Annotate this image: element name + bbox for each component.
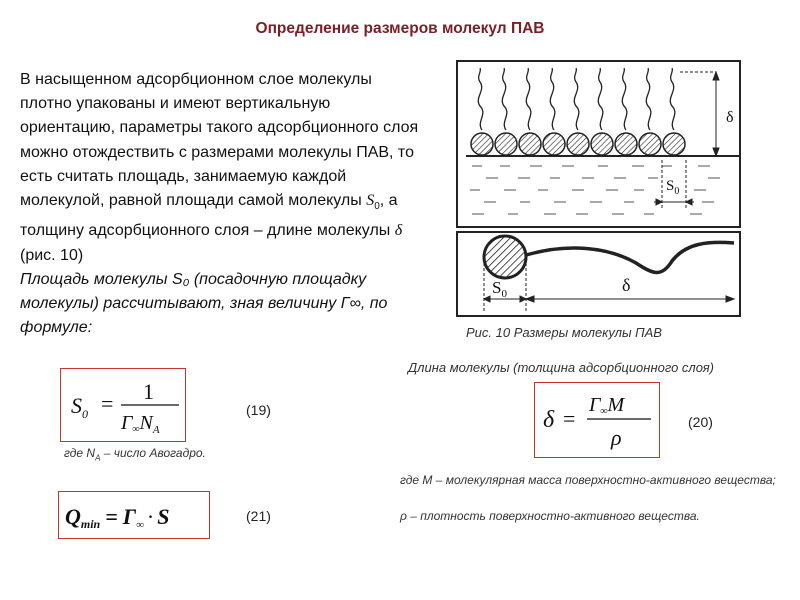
formula-20-number: (20)	[688, 414, 713, 430]
delta-label-fig1: δ	[726, 109, 734, 126]
s0-label-fig2: $S_0$	[492, 278, 507, 300]
formula-19-eq: =	[101, 391, 114, 416]
adsorption-layer-figure	[456, 60, 741, 228]
avogadro-note: где $N_A$ – число Авогадро.	[64, 446, 206, 463]
molecule-diagram	[458, 233, 739, 315]
paragraph-after-delta: (рис. 10)	[20, 246, 84, 264]
molecule-head	[484, 236, 526, 278]
s0-label-fig1: $S_0$	[666, 178, 680, 197]
figure-caption: Рис. 10 Размеры молекулы ПАВ	[466, 325, 662, 340]
formula-21-box	[58, 491, 210, 539]
body-text	[20, 68, 420, 340]
molar-mass-note: где M – молекулярная масса поверхностно-активного вещества;	[400, 473, 776, 487]
formula-20-box	[534, 382, 660, 458]
formula-21-number: (21)	[246, 508, 271, 524]
formula-19-denominator: $Г\infty N_A$	[121, 412, 160, 436]
delta-label-fig2: δ	[622, 275, 631, 295]
italic-paragraph: Площадь молекулы S₀ (посадочную площадку молекулы) рассчитывают, зная величину Г∞, по формуле:	[20, 270, 388, 337]
formula-20-lhs: δ	[543, 407, 555, 433]
formula-20	[535, 383, 659, 457]
hydrocarbon-tails	[478, 68, 675, 130]
delta-symbol: δ	[394, 222, 403, 240]
formula-19-numerator: 1	[143, 379, 154, 404]
adsorption-layer-diagram	[458, 62, 739, 226]
formula-20-eq: =	[563, 406, 576, 431]
formula-19-box	[60, 368, 186, 442]
formula-20-numerator: Г∞M	[589, 394, 625, 417]
paragraph-after-s0: , а толщину адсорбционного слоя – длине молекулы	[20, 192, 398, 240]
formula-21	[59, 492, 209, 538]
formula-20-denominator: ρ	[611, 425, 622, 450]
formula-19-number: (19)	[246, 402, 271, 418]
page-title: Определение размеров молекул ПАВ	[255, 20, 545, 37]
formula-21-expression: Qmin = Г∞ · S	[65, 504, 170, 531]
s0-symbol: S	[366, 192, 375, 210]
density-note: ρ – плотность поверхностно-активного вещества.	[400, 509, 700, 523]
formula-19	[61, 369, 185, 441]
molecule-figure	[456, 231, 741, 317]
molecule-tail	[526, 242, 734, 272]
paragraph-text: В насыщенном адсорбционном слое молекулы плотно упакованы и имеют вертикальную ориентацию, параметры такого адсорбционного слоя можно отождествить с размерами молекулы ПАВ, то есть считать площадь, занимаемую каждой молекулой, равной площади самой молекулы	[20, 71, 419, 210]
polar-heads	[471, 133, 685, 155]
s0-subscript: 0	[374, 201, 380, 213]
length-heading: Длина молекулы (толщина адсорбционного слоя)	[408, 360, 714, 375]
formula-19-lhs: $S_0$	[71, 393, 88, 421]
